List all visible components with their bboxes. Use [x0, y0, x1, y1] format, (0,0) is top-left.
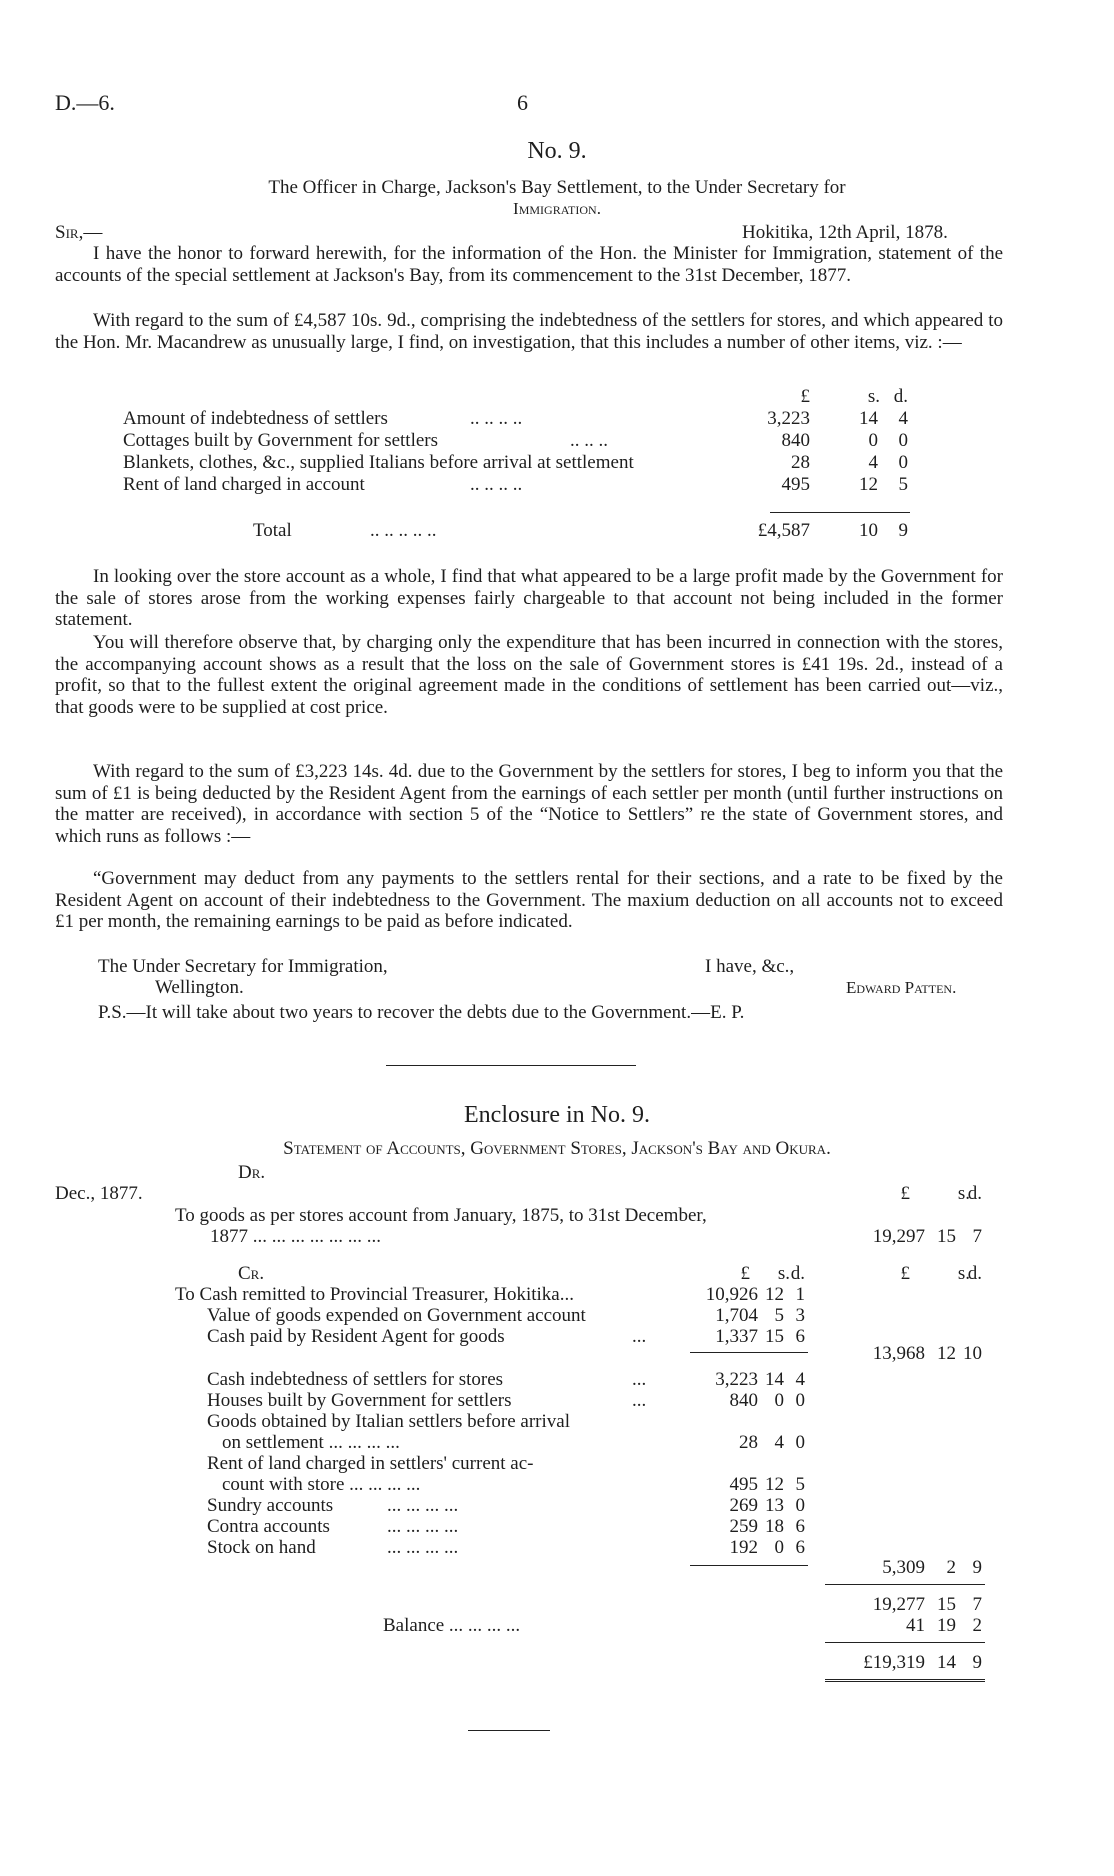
item-pence: 4 — [898, 408, 908, 429]
credit-marker: Cr. — [238, 1263, 265, 1284]
subtotal-b-pence: 9 — [972, 1557, 982, 1578]
letter-number: No. 9. — [527, 138, 587, 164]
credit-item-shillings: 0 — [774, 1537, 784, 1558]
total-pounds: £4,587 — [757, 520, 810, 541]
subtotal-a-pounds: 13,968 — [872, 1343, 925, 1364]
credit-item-pence: 0 — [795, 1390, 805, 1411]
item-label: Blankets, clothes, &c., supplied Italians before arrival at settlement — [123, 452, 634, 473]
item-shillings: 14 — [859, 408, 878, 429]
grand-total-double-rule — [825, 1679, 985, 1682]
addressee-line1: The Under Secretary for Immigration, — [98, 956, 388, 977]
grand-total-shillings: 14 — [937, 1652, 956, 1673]
credit-item-shillings: 12 — [765, 1474, 784, 1495]
paragraph-1: I have the honor to forward herewith, for the information of the Hon. the Minister for Immigration, statement of the accounts of the special settlement at Jackson's Bay, from its commencement to the 31st December, 1877. — [55, 243, 1003, 286]
credit-item-pounds: 28 — [739, 1432, 758, 1453]
subtotal-a-shillings: 12 — [937, 1343, 956, 1364]
page-number: 6 — [517, 90, 528, 115]
credit-item-pence: 6 — [795, 1326, 805, 1347]
letter-title-line2: Immigration. — [513, 199, 601, 218]
credit-item-label: Stock on hand — [207, 1537, 316, 1558]
paragraph-4: You will therefore observe that, by charging only the expenditure that has been incurred in connection with the stores, the accompanying account shows as a result that the loss on the sale of Government stores is £41 19s. 2d., instead of a profit, so that to the fullest extent the original agreement made in the conditions of settlement has been carried out—viz., that goods were to be supplied at cost price. — [55, 632, 1003, 718]
item-pounds: 28 — [791, 452, 810, 473]
leader-dots: ... — [632, 1326, 647, 1347]
debit-pence: 7 — [972, 1226, 982, 1247]
item-pounds: 3,223 — [767, 408, 810, 429]
goods-italian-line2: on settlement ... ... ... ... — [222, 1432, 400, 1453]
credit-item-shillings: 15 — [765, 1326, 784, 1347]
place-date: Hokitika, 12th April, 1878. — [742, 222, 948, 243]
credit-item-label: Sundry accounts — [207, 1495, 334, 1516]
salutation: Sir,— — [55, 222, 103, 243]
inner-pounds-head: £ — [740, 1263, 750, 1284]
item-pence: 0 — [898, 430, 908, 451]
grand-total-pounds: £19,319 — [863, 1652, 925, 1673]
addressee-line2: Wellington. — [155, 977, 244, 998]
balance-shillings: 19 — [937, 1615, 956, 1636]
credit-item-shillings: 0 — [774, 1390, 784, 1411]
credit-item-label: Houses built by Government for settlers — [207, 1390, 512, 1411]
credit-item-pence: 6 — [795, 1516, 805, 1537]
grand-total-rule — [825, 1642, 985, 1643]
end-divider — [468, 1730, 550, 1731]
statement-date: Dec., 1877. — [55, 1183, 143, 1204]
rent-line1: Rent of land charged in settlers' current ac- — [207, 1453, 534, 1474]
paragraph-6: “Government may deduct from any payments to the settlers rental for their sections, and a rate to be fixed by the Resident Agent on account of their indebtedness to the Government. The maxium deduction on all accounts not to exceed £1 per month, the remaining earnings to be paid as before indicated. — [55, 868, 1003, 932]
credit-item-shillings: 5 — [774, 1305, 784, 1326]
leader-dots: ... ... ... ... — [387, 1516, 459, 1537]
col-pounds-head: £ — [900, 1183, 910, 1204]
subtotal-b-pounds: 5,309 — [882, 1557, 925, 1578]
credit-item-label: Cash paid by Resident Agent for goods — [207, 1326, 505, 1347]
debit-shillings: 15 — [937, 1226, 956, 1247]
credit-item-pounds: 840 — [729, 1390, 758, 1411]
total-shillings: 10 — [859, 520, 878, 541]
sum-rule — [825, 1584, 985, 1585]
signature: Edward Patten. — [846, 978, 957, 997]
item-pence: 5 — [898, 474, 908, 495]
outer-pence-head: d. — [967, 1263, 982, 1284]
total-rule — [770, 512, 910, 513]
item-shillings: 12 — [859, 474, 878, 495]
col-shillings-head: s. — [957, 1183, 970, 1204]
inner-shillings-head: s. — [777, 1263, 790, 1284]
sum-pounds: 19,277 — [872, 1594, 925, 1615]
sum-pence: 7 — [972, 1594, 982, 1615]
credit-item-shillings: 13 — [765, 1495, 784, 1516]
credit-item-pence: 5 — [795, 1474, 805, 1495]
inner-pence-head: d. — [790, 1263, 805, 1284]
credit-item-pence: 0 — [795, 1495, 805, 1516]
credit-item-pence: 4 — [795, 1369, 805, 1390]
subtotal-b-shillings: 2 — [946, 1557, 956, 1578]
credit-item-label: Cash indebtedness of settlers for stores — [207, 1369, 504, 1390]
item-shillings: 0 — [868, 430, 878, 451]
goods-italian-line1: Goods obtained by Italian settlers before arrival — [207, 1411, 570, 1432]
credit-item-pence: 3 — [795, 1305, 805, 1326]
credit-item-pence: 0 — [795, 1432, 805, 1453]
credit-item-pounds: 269 — [729, 1495, 758, 1516]
debit-marker: Dr. — [238, 1162, 266, 1183]
credit-item-pounds: 259 — [729, 1516, 758, 1537]
leader-dots: ... — [632, 1369, 647, 1390]
credit-item-pounds: 495 — [729, 1474, 758, 1495]
grand-total-pence: 9 — [972, 1652, 982, 1673]
closing: I have, &c., — [705, 956, 795, 977]
credit-item-label: To Cash remitted to Provincial Treasurer, Hokitika... — [175, 1284, 574, 1305]
balance-label: Balance ... ... ... ... — [383, 1615, 521, 1636]
leader-dots: .. .. .. .. .. — [370, 520, 437, 541]
paragraph-3: In looking over the store account as a whole, I find that what appeared to be a large profit made by the Government for the sale of stores arose from the working expenses fairly chargeable to that account not being included in the former statement. — [55, 566, 1003, 630]
credit-item-shillings: 18 — [765, 1516, 784, 1537]
enclosure-subtitle: Statement of Accounts, Government Stores, Jackson's Bay and Okura. — [283, 1138, 831, 1159]
credit-item-pence: 1 — [795, 1284, 805, 1305]
credit-item-pounds: 3,223 — [715, 1369, 758, 1390]
leader-dots: ... ... ... ... — [387, 1495, 459, 1516]
balance-pence: 2 — [972, 1615, 982, 1636]
debit-line1: To goods as per stores account from January, 1875, to 31st December, — [175, 1205, 707, 1226]
paragraph-2: With regard to the sum of £4,587 10s. 9d., comprising the indebtedness of the settlers for stores, and which appeared to the Hon. Mr. Macandrew as unusually large, I find, on investigation, that this includes a number of other items, viz. :— — [55, 310, 1003, 353]
debit-pounds: 19,297 — [872, 1226, 925, 1247]
section-divider — [386, 1065, 636, 1066]
credit-item-pounds: 10,926 — [705, 1284, 758, 1305]
col-pence-head: d. — [967, 1183, 982, 1204]
balance-pounds: 41 — [906, 1615, 925, 1636]
credit-item-pence: 6 — [795, 1537, 805, 1558]
total-pence: 9 — [898, 520, 908, 541]
item-pence: 0 — [898, 452, 908, 473]
leader-dots: .. .. .. .. — [470, 408, 523, 429]
debit-line2: 1877 ... ... ... ... ... ... ... — [210, 1226, 381, 1247]
leader-dots: .. .. .. — [570, 430, 608, 451]
credit-item-label: Value of goods expended on Government account — [207, 1305, 586, 1326]
outer-shillings-head: s. — [957, 1263, 970, 1284]
item-pounds: 840 — [781, 430, 810, 451]
item-shillings: 4 — [868, 452, 878, 473]
col-pounds-head: £ — [800, 386, 810, 407]
credit-item-shillings: 4 — [774, 1432, 784, 1453]
paragraph-5: With regard to the sum of £3,223 14s. 4d. due to the Government by the settlers for stores, I beg to inform you that the sum of £1 is being deducted by the Resident Agent from the earnings of each settler per month (until further instructions on the matter are received), in accordance with section 5 of the “Notice to Settlers” re the state of Government stores, and which runs as follows :— — [55, 761, 1003, 847]
credit-item-shillings: 12 — [765, 1284, 784, 1305]
subtotal-rule — [690, 1565, 808, 1566]
rent-line2: count with store ... ... ... ... — [222, 1474, 421, 1495]
page-reference: D.—6. — [55, 90, 115, 115]
item-label: Rent of land charged in account — [123, 474, 365, 495]
leader-dots: .. .. .. .. — [470, 474, 523, 495]
leader-dots: ... — [632, 1390, 647, 1411]
credit-item-pounds: 1,337 — [715, 1326, 758, 1347]
credit-item-label: Contra accounts — [207, 1516, 330, 1537]
credit-item-pounds: 1,704 — [715, 1305, 758, 1326]
letter-title-line1: The Officer in Charge, Jackson's Bay Settlement, to the Under Secretary for — [268, 177, 846, 198]
col-shillings-head: s. — [867, 386, 880, 407]
outer-pounds-head: £ — [900, 1263, 910, 1284]
item-label: Amount of indebtedness of settlers — [123, 408, 388, 429]
enclosure-title: Enclosure in No. 9. — [464, 1102, 650, 1128]
sum-shillings: 15 — [937, 1594, 956, 1615]
total-label: Total — [253, 520, 292, 541]
leader-dots: ... ... ... ... — [387, 1537, 459, 1558]
item-pounds: 495 — [781, 474, 810, 495]
postscript: P.S.—It will take about two years to recover the debts due to the Government.—E. P. — [98, 1002, 745, 1023]
credit-item-shillings: 14 — [765, 1369, 784, 1390]
subtotal-a-pence: 10 — [963, 1343, 982, 1364]
item-label: Cottages built by Government for settlers — [123, 430, 439, 451]
col-pence-head: d. — [893, 386, 908, 407]
subtotal-rule — [690, 1352, 808, 1353]
credit-item-pounds: 192 — [729, 1537, 758, 1558]
